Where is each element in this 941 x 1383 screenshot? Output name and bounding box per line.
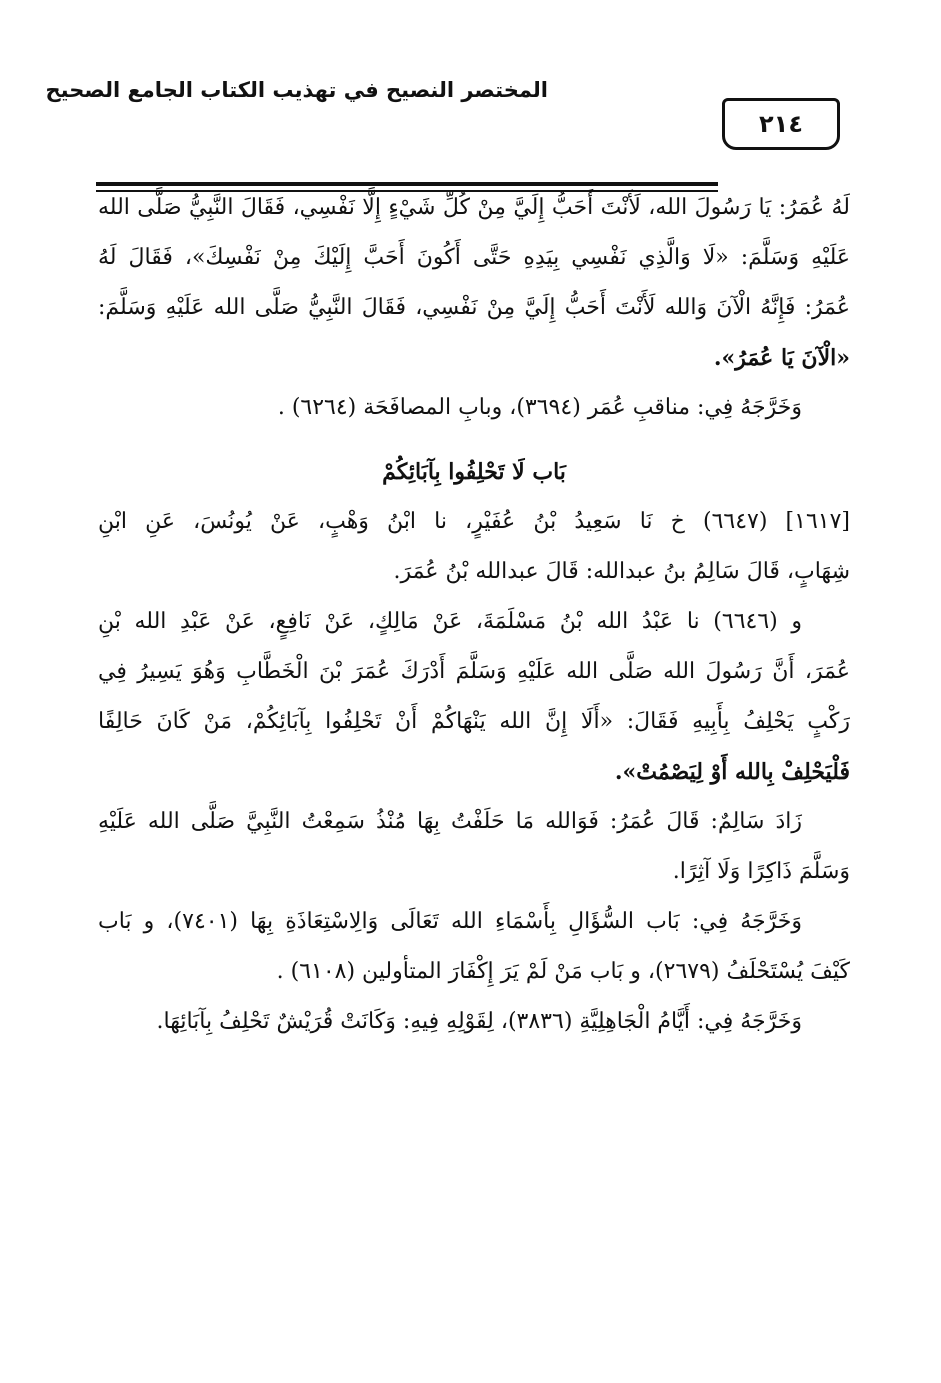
- page-body: [98, 183, 850, 1047]
- text-line: كَيْفَ يُسْتَحْلَفُ (٢٦٧٩)، و بَاب مَنْ لَمْ يَرَ إِكْفَارَ المتأولين (٦١٠٨) .: [276, 959, 850, 984]
- text-line: عُمَرُ: فَإِنَّهُ الْآنَ وَالله لَأَنْتَ أَحَبُّ إِلَيَّ مِنْ نَفْسِي، فَقَالَ النَّبِيُّ صَلَّى الله عَلَيْهِ وَسَلَّمَ:: [98, 295, 850, 320]
- text-line: رَكْبٍ يَحْلِفُ بِأَبِيهِ فَقَالَ: «أَلَا إِنَّ الله يَنْهَاكُمْ أَنْ تَحْلِفُوا بِآبَائِكُمْ، مَنْ كَانَ حَالِفًا: [98, 709, 850, 734]
- text-line: [١٦١٧] (٦٦٤٧) خ نَا سَعِيدُ بْنُ عُفَيْرٍ، نا ابْنُ وَهْبٍ، عَنْ يُونُسَ، عَنِ ابْنِ: [98, 509, 850, 534]
- text-line: وَخَرَّجَهُ فِي: مناقبِ عُمَر (٣٦٩٤)، وبابِ المصافَحَة (٦٢٦٤) .: [277, 395, 802, 420]
- page-number: ٢١٤: [759, 110, 803, 138]
- text-line: عَلَيْهِ وَسَلَّمَ: «لَا وَالَّذِي نَفْسِي بِيَدِهِ حَتَّى أَكُونَ أَحَبَّ إِلَيْكَ مِنْ نَفْسِكَ»، فَقَالَ لَهُ: [98, 245, 850, 270]
- chapter-heading-block: [98, 447, 850, 497]
- text-line: شِهَابٍ، قَالَ سَالِمُ بنُ عبدالله: قَالَ عبدالله بْنُ عُمَرَ.: [393, 559, 850, 584]
- paragraph-hadith-6646: [98, 597, 850, 797]
- paragraph-takhrij-2: [98, 897, 850, 997]
- chapter-heading: بَاب لَا تَحْلِفُوا بِآبَائِكُمْ: [382, 459, 566, 485]
- text-line: لَهُ عُمَرُ: يَا رَسُولَ الله، لَأَنْتَ أَحَبُّ إِلَيَّ مِنْ كُلِّ شَيْءٍ إِلَّا نَفْسِي، فَقَالَ النَّبِيُّ صَلَّى الله: [98, 195, 850, 220]
- text-line: وَخَرَّجَهُ فِي: بَاب السُّؤَالِ بِأَسْمَاءِ الله تَعَالَى وَالِاسْتِعَاذَةِ بِهَا (٧٤٠١)، و بَاب: [98, 909, 802, 934]
- text-line: زَادَ سَالِمٌ: قَالَ عُمَرُ: فَوَالله مَا حَلَفْتُ بِهَا مُنْذُ سَمِعْتُ النَّبِيَّ صَلَّى الله عَلَيْهِ: [98, 809, 802, 834]
- text-line: وَسَلَّمَ ذَاكِرًا وَلَا آثِرًا.: [672, 859, 850, 884]
- paragraph-salim-addition: [98, 797, 850, 897]
- text-line: وَخَرَّجَهُ فِي: أَيَّامُ الْجَاهِلِيَّةِ (٣٨٣٦)، لِقَوْلِهِ فِيهِ: وَكَانَتْ قُرَيْشٌ تَحْلِفُ بِآبَائِهَا.: [156, 1009, 802, 1034]
- text-line: فَلْيَحْلِفْ بِالله أَوْ لِيَصْمُتْ».: [614, 759, 850, 785]
- text-line: «الْآنَ يَا عُمَرُ».: [713, 345, 850, 371]
- page-number-box: [722, 98, 840, 150]
- paragraph-hadith-continuation: [98, 183, 850, 383]
- running-title: المختصر النصيح في تهذيب الكتاب الجامع الصحيح: [45, 78, 548, 102]
- paragraph-takhrij-1: [98, 383, 850, 433]
- page-header: [45, 70, 848, 158]
- text-line: عُمَرَ، أَنَّ رَسُولَ الله صَلَّى الله عَلَيْهِ وَسَلَّمَ أَدْرَكَ عُمَرَ بْنَ الْخَطَّابِ وَهُوَ يَسِيرُ فِي: [98, 659, 850, 684]
- paragraph-hadith-1617: [98, 497, 850, 597]
- spacer: [98, 433, 850, 447]
- paragraph-takhrij-3: [98, 997, 850, 1047]
- text-line: و (٦٦٤٦) نا عَبْدُ الله بْنُ مَسْلَمَةَ، عَنْ مَالِكٍ، عَنْ نَافِعٍ، عَنْ عَبْدِ الله بْنِ: [98, 609, 803, 634]
